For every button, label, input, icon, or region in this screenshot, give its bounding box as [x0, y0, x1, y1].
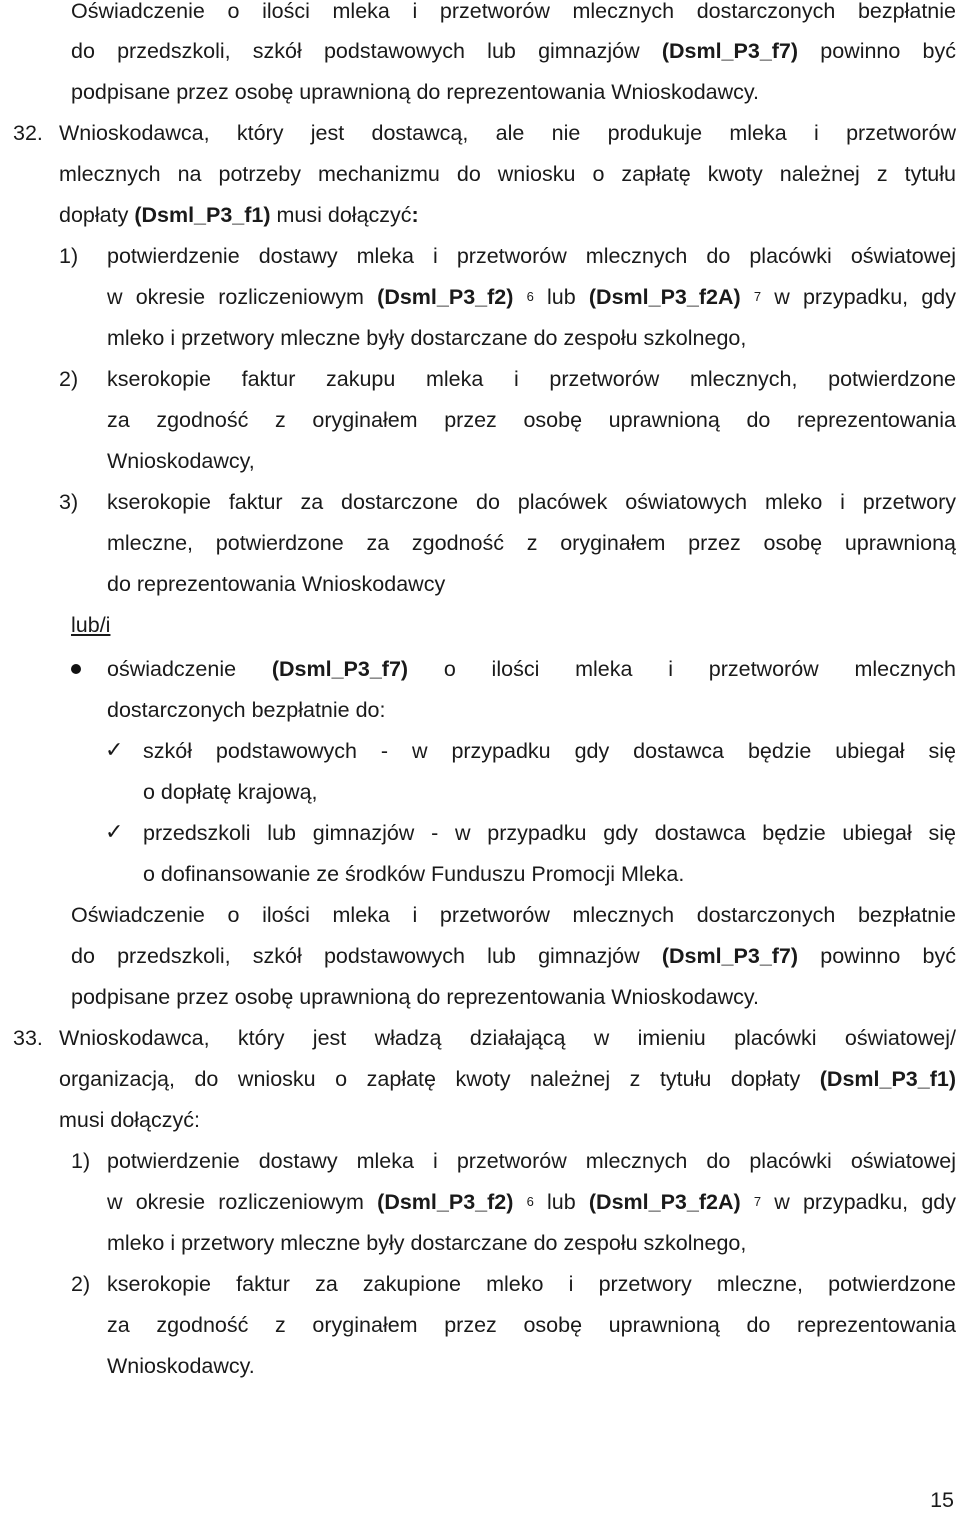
paragraph-line: musi dołączyć: — [59, 1108, 200, 1132]
item-number: 32. — [13, 121, 43, 145]
paragraph-line: mlecznych na potrzeby mechanizmu do wniosku o zapłatę kwoty należnej z tytułu — [59, 162, 956, 186]
statement-line: podpisane przez osobę uprawnioną do reprezentowania Wnioskodawcy. — [71, 80, 760, 104]
statement-line: do przedszkoli, szkół podstawowych lub gimnazjów (Dsml_P3_f7) powinno być — [71, 944, 956, 968]
statement-line: Oświadczenie o ilości mleka i przetworów mlecznych dostarczonych bezpłatnie — [71, 0, 956, 23]
or-label: lub/i — [71, 613, 111, 637]
check-line: szkół podstawowych - w przypadku gdy dostawca będzie ubiegał się — [143, 739, 956, 763]
list-line: mleko i przetwory mleczne były dostarczane do zespołu szkolnego, — [107, 1231, 747, 1255]
list-line: mleko i przetwory mleczne były dostarczane do zespołu szkolnego, — [107, 326, 747, 350]
list-line: Wnioskodawcy, — [107, 449, 255, 473]
list-number: 1) — [59, 244, 79, 268]
paragraph-line: organizacją, do wniosku o zapłatę kwoty należnej z tytułu dopłaty (Dsml_P3_f1) — [59, 1067, 956, 1091]
bullet-line: oświadczenie (Dsml_P3_f7) o ilości mleka i przetworów mlecznych — [107, 657, 957, 681]
statement-line: do przedszkoli, szkół podstawowych lub gimnazjów (Dsml_P3_f7) powinno być — [71, 39, 956, 63]
bullet-icon — [71, 664, 81, 674]
list-line: za zgodność z oryginałem przez osobę uprawnioną do reprezentowania — [107, 1313, 956, 1337]
list-line: w okresie rozliczeniowym (Dsml_P3_f2) $^6$ lub (Dsml_P3_f2A) $^7$ w przypadku, gdy — [107, 1190, 956, 1214]
list-line: w okresie rozliczeniowym (Dsml_P3_f2) $^6$ lub (Dsml_P3_f2A) $^7$ w przypadku, gdy — [107, 285, 956, 309]
statement-line: podpisane przez osobę uprawnioną do reprezentowania Wnioskodawcy. — [71, 985, 760, 1009]
list-number: 3) — [59, 490, 79, 514]
list-line: potwierdzenie dostawy mleka i przetworów mlecznych do placówki oświatowej — [107, 244, 956, 268]
check-line: o dofinansowanie ze środków Funduszu Promocji Mleka. — [143, 862, 685, 886]
bullet-line: dostarczonych bezpłatnie do: — [107, 698, 386, 722]
checkmark-icon: ✓ — [105, 738, 124, 763]
list-number: 2) — [71, 1272, 91, 1296]
list-line: kserokopie faktur zakupu mleka i przetworów mlecznych, potwierdzone — [107, 367, 956, 391]
list-line: kserokopie faktur za dostarczone do placówek oświatowych mleko i przetwory — [107, 490, 956, 514]
paragraph-line: Wnioskodawca, który jest dostawcą, ale nie produkuje mleka i przetworów — [59, 121, 956, 145]
checkmark-icon: ✓ — [105, 820, 124, 845]
check-line: przedszkoli lub gimnazjów - w przypadku gdy dostawca będzie ubiegał się — [143, 821, 956, 845]
check-line: o dopłatę krajową, — [143, 780, 318, 804]
list-line: potwierdzenie dostawy mleka i przetworów mlecznych do placówki oświatowej — [107, 1149, 956, 1173]
list-line: mleczne, potwierdzone za zgodność z oryginałem przez osobę uprawnioną — [107, 531, 956, 555]
paragraph-line: dopłaty (Dsml_P3_f1) musi dołączyć: — [59, 203, 419, 227]
item-number: 33. — [13, 1026, 43, 1050]
page-number: 15 — [930, 1488, 954, 1512]
list-number: 2) — [59, 367, 79, 391]
list-line: kserokopie faktur za zakupione mleko i przetwory mleczne, potwierdzone — [107, 1272, 956, 1296]
paragraph-line: Wnioskodawca, który jest władzą działającą w imieniu placówki oświatowej/ — [59, 1026, 956, 1050]
statement-line: Oświadczenie o ilości mleka i przetworów mlecznych dostarczonych bezpłatnie — [71, 903, 956, 927]
list-line: Wnioskodawcy. — [107, 1354, 255, 1378]
list-line: do reprezentowania Wnioskodawcy — [107, 572, 446, 596]
list-number: 1) — [71, 1149, 91, 1173]
list-line: za zgodność z oryginałem przez osobę uprawnioną do reprezentowania — [107, 408, 956, 432]
